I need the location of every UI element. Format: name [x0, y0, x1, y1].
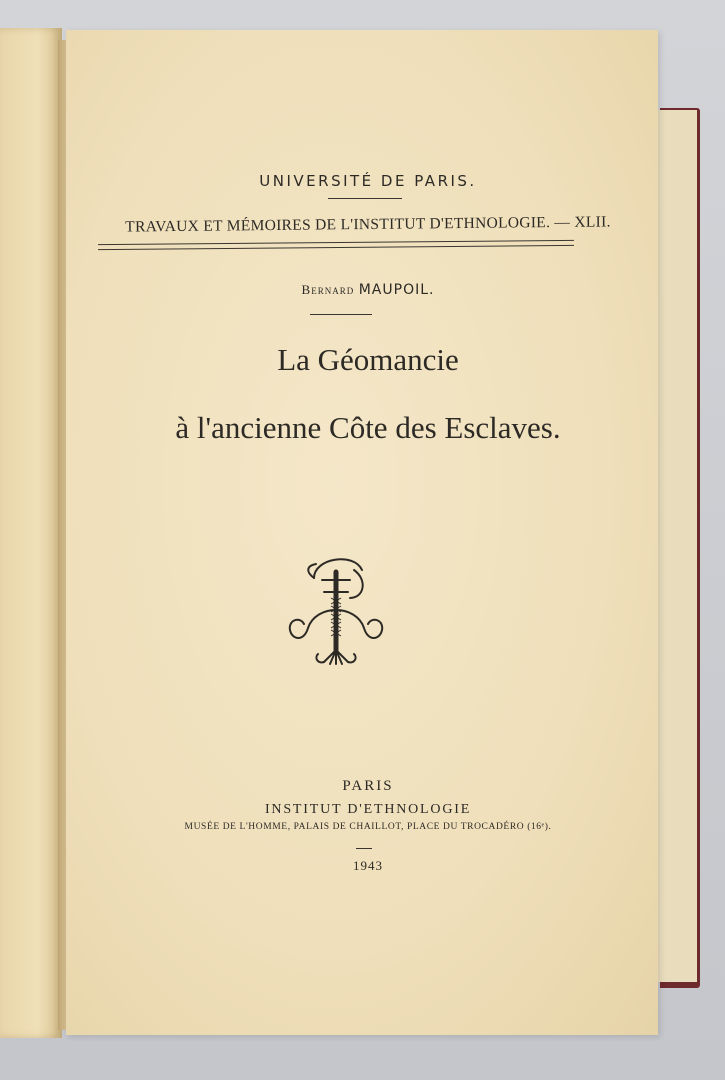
- author-first-name: Bernard: [301, 282, 355, 297]
- university-heading: UNIVERSITÉ DE PARIS.: [259, 172, 477, 190]
- book-title-line-2: à l'ancienne Côte des Esclaves.: [175, 410, 561, 445]
- book-title-line-1: La Géomancie: [277, 342, 459, 377]
- short-rule-author: [310, 314, 372, 315]
- author-last-name: MAUPOIL.: [358, 282, 435, 298]
- publication-city: PARIS: [342, 778, 394, 794]
- short-rule-top: [328, 198, 402, 199]
- author-line: [98, 282, 638, 299]
- series-line: TRAVAUX ET MÉMOIRES DE L'INSTITUT D'ETHNOLOGIE. — XLII.: [125, 213, 611, 236]
- publisher-address: MUSÉE DE L'HOMME, PALAIS DE CHAILLOT, PLACE DU TROCADÉRO (16ᵉ).: [184, 822, 552, 832]
- publisher-monogram: [284, 550, 388, 670]
- left-page: [0, 28, 62, 1038]
- publisher-name: INSTITUT D'ETHNOLOGIE: [264, 802, 472, 817]
- double-rule: [98, 240, 574, 250]
- publication-year: 1943: [353, 858, 383, 873]
- short-rule-year: [356, 848, 372, 849]
- title-page: [66, 30, 658, 1035]
